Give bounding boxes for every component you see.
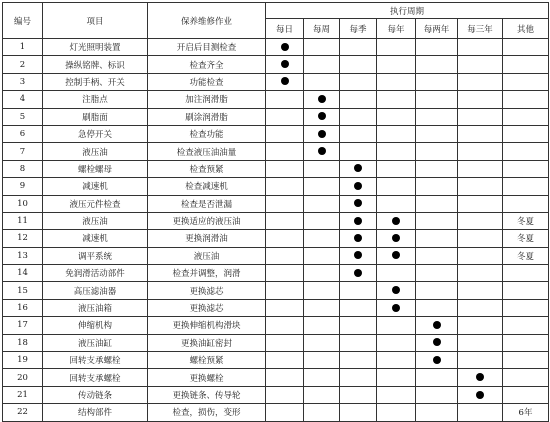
schedule-dot-icon — [392, 286, 400, 294]
table-row — [3, 352, 549, 369]
period-cell — [377, 212, 416, 229]
table-row — [3, 265, 549, 282]
header-work: 保养维修作业 — [148, 3, 266, 39]
period-cell — [340, 352, 377, 369]
row-item: 控制手柄、开关 — [43, 73, 148, 90]
period-cell — [304, 369, 340, 386]
row-item: 液压油 — [43, 212, 148, 229]
period-cell — [377, 352, 416, 369]
row-number: 19 — [3, 352, 43, 369]
row-other — [503, 160, 549, 177]
period-cell — [266, 56, 304, 73]
header-cycle: 执行周期 — [266, 3, 549, 19]
row-other — [503, 143, 549, 160]
period-cell — [416, 230, 458, 247]
row-other: 冬夏 — [503, 212, 549, 229]
table-row — [3, 73, 549, 90]
schedule-dot-icon — [476, 373, 484, 381]
row-other — [503, 195, 549, 212]
row-work: 更换滤芯 — [148, 282, 266, 299]
row-work: 更换适应的液压油 — [148, 212, 266, 229]
row-other — [503, 317, 549, 334]
period-cell — [266, 108, 304, 125]
schedule-dot-icon — [318, 130, 326, 138]
row-work: 检查并调整，润滑 — [148, 265, 266, 282]
row-work: 更换螺栓 — [148, 369, 266, 386]
period-cell — [416, 369, 458, 386]
period-cell — [458, 178, 503, 195]
period-cell — [266, 334, 304, 351]
period-cell — [458, 334, 503, 351]
period-cell — [304, 39, 340, 56]
period-cell — [304, 143, 340, 160]
row-work: 液压油 — [148, 247, 266, 264]
row-number: 18 — [3, 334, 43, 351]
header-period-weekly: 每周 — [304, 19, 340, 39]
period-cell — [340, 334, 377, 351]
row-item: 急停开关 — [43, 125, 148, 142]
period-cell — [266, 352, 304, 369]
period-cell — [458, 369, 503, 386]
period-cell — [377, 56, 416, 73]
schedule-dot-icon — [354, 269, 362, 277]
period-cell — [416, 56, 458, 73]
table-row — [3, 230, 549, 247]
row-work: 刷涂润滑脂 — [148, 108, 266, 125]
row-other — [503, 334, 549, 351]
period-cell — [304, 56, 340, 73]
period-cell — [340, 143, 377, 160]
period-cell — [458, 265, 503, 282]
row-item: 操纵铭牌、标识 — [43, 56, 148, 73]
row-number: 7 — [3, 143, 43, 160]
period-cell — [416, 160, 458, 177]
row-item: 注脂点 — [43, 91, 148, 108]
period-cell — [458, 143, 503, 160]
row-number: 2 — [3, 56, 43, 73]
period-cell — [377, 404, 416, 421]
period-cell — [340, 247, 377, 264]
period-cell — [458, 39, 503, 56]
period-cell — [304, 230, 340, 247]
row-number: 9 — [3, 178, 43, 195]
row-work: 功能检查 — [148, 73, 266, 90]
row-item: 减速机 — [43, 178, 148, 195]
period-cell — [377, 282, 416, 299]
schedule-dot-icon — [318, 112, 326, 120]
row-number: 5 — [3, 108, 43, 125]
row-work: 检查功能 — [148, 125, 266, 142]
row-item: 螺栓螺母 — [43, 160, 148, 177]
table-row — [3, 178, 549, 195]
period-cell — [304, 73, 340, 90]
period-cell — [416, 247, 458, 264]
header-period-yearly: 每年 — [377, 19, 416, 39]
header-period-other: 其他 — [503, 19, 549, 39]
row-number: 1 — [3, 39, 43, 56]
period-cell — [458, 230, 503, 247]
row-item: 结构部件 — [43, 404, 148, 421]
period-cell — [304, 317, 340, 334]
row-work: 加注润滑脂 — [148, 91, 266, 108]
table-row — [3, 91, 549, 108]
period-cell — [304, 352, 340, 369]
period-cell — [416, 178, 458, 195]
period-cell — [304, 178, 340, 195]
period-cell — [304, 282, 340, 299]
maintenance-schedule — [2, 2, 549, 422]
period-cell — [266, 247, 304, 264]
row-item: 减速机 — [43, 230, 148, 247]
maintenance-table — [2, 2, 549, 422]
row-item: 回转支承螺栓 — [43, 369, 148, 386]
period-cell — [377, 247, 416, 264]
row-work: 检查减速机 — [148, 178, 266, 195]
row-other — [503, 125, 549, 142]
period-cell — [458, 160, 503, 177]
period-cell — [340, 404, 377, 421]
row-other — [503, 282, 549, 299]
row-other — [503, 91, 549, 108]
table-row — [3, 282, 549, 299]
period-cell — [340, 56, 377, 73]
period-cell — [304, 125, 340, 142]
schedule-dot-icon — [392, 304, 400, 312]
period-cell — [458, 317, 503, 334]
period-cell — [266, 91, 304, 108]
period-cell — [458, 212, 503, 229]
header-period-quarterly: 每季 — [340, 19, 377, 39]
schedule-dot-icon — [392, 251, 400, 259]
period-cell — [304, 195, 340, 212]
period-cell — [416, 91, 458, 108]
table-row — [3, 143, 549, 160]
schedule-dot-icon — [392, 234, 400, 242]
row-other — [503, 178, 549, 195]
period-cell — [377, 230, 416, 247]
schedule-dot-icon — [433, 321, 441, 329]
row-other — [503, 39, 549, 56]
row-number: 6 — [3, 125, 43, 142]
row-other — [503, 386, 549, 403]
period-cell — [416, 143, 458, 160]
row-work: 检查是否泄漏 — [148, 195, 266, 212]
row-number: 14 — [3, 265, 43, 282]
period-cell — [458, 404, 503, 421]
period-cell — [340, 369, 377, 386]
period-cell — [304, 386, 340, 403]
row-number: 17 — [3, 317, 43, 334]
row-number: 16 — [3, 299, 43, 316]
period-cell — [458, 282, 503, 299]
row-number: 20 — [3, 369, 43, 386]
period-cell — [377, 299, 416, 316]
header-period-biennial: 每两年 — [416, 19, 458, 39]
table-row — [3, 125, 549, 142]
period-cell — [340, 39, 377, 56]
period-cell — [458, 125, 503, 142]
table-row — [3, 108, 549, 125]
period-cell — [458, 195, 503, 212]
row-work: 螺栓预紧 — [148, 352, 266, 369]
period-cell — [458, 56, 503, 73]
schedule-dot-icon — [433, 356, 441, 364]
row-item: 液压油缸 — [43, 334, 148, 351]
period-cell — [377, 39, 416, 56]
period-cell — [340, 108, 377, 125]
period-cell — [340, 282, 377, 299]
period-cell — [377, 143, 416, 160]
period-cell — [458, 108, 503, 125]
row-work: 检查预紧 — [148, 160, 266, 177]
period-cell — [416, 108, 458, 125]
period-cell — [416, 352, 458, 369]
period-cell — [416, 386, 458, 403]
row-work: 检查齐全 — [148, 56, 266, 73]
table-row — [3, 386, 549, 403]
schedule-dot-icon — [354, 234, 362, 242]
period-cell — [377, 178, 416, 195]
period-cell — [304, 108, 340, 125]
table-row — [3, 317, 549, 334]
table-row — [3, 369, 549, 386]
table-row — [3, 404, 549, 421]
period-cell — [377, 317, 416, 334]
row-other — [503, 108, 549, 125]
table-row — [3, 39, 549, 56]
table-row — [3, 247, 549, 264]
row-item: 刷脂面 — [43, 108, 148, 125]
row-item: 液压元件检查 — [43, 195, 148, 212]
period-cell — [416, 265, 458, 282]
table-row — [3, 195, 549, 212]
period-cell — [458, 247, 503, 264]
period-cell — [377, 160, 416, 177]
period-cell — [416, 125, 458, 142]
period-cell — [458, 73, 503, 90]
period-cell — [266, 230, 304, 247]
schedule-dot-icon — [354, 251, 362, 259]
row-work: 更换伸缩机构滑块 — [148, 317, 266, 334]
period-cell — [340, 230, 377, 247]
period-cell — [304, 160, 340, 177]
period-cell — [266, 73, 304, 90]
schedule-dot-icon — [281, 77, 289, 85]
period-cell — [458, 299, 503, 316]
period-cell — [266, 125, 304, 142]
schedule-dot-icon — [354, 164, 362, 172]
schedule-dot-icon — [476, 391, 484, 399]
period-cell — [340, 125, 377, 142]
period-cell — [266, 317, 304, 334]
row-work: 更换滤芯 — [148, 299, 266, 316]
row-work: 更换链条、传导轮 — [148, 386, 266, 403]
period-cell — [416, 404, 458, 421]
schedule-dot-icon — [354, 217, 362, 225]
row-number: 10 — [3, 195, 43, 212]
period-cell — [416, 39, 458, 56]
row-number: 15 — [3, 282, 43, 299]
schedule-dot-icon — [318, 95, 326, 103]
period-cell — [266, 39, 304, 56]
period-cell — [340, 195, 377, 212]
period-cell — [377, 108, 416, 125]
row-other: 冬夏 — [503, 247, 549, 264]
row-work: 更换油缸密封 — [148, 334, 266, 351]
header-period-triennial: 每三年 — [458, 19, 503, 39]
period-cell — [377, 125, 416, 142]
row-number: 12 — [3, 230, 43, 247]
period-cell — [304, 91, 340, 108]
row-other — [503, 369, 549, 386]
schedule-dot-icon — [354, 199, 362, 207]
period-cell — [377, 386, 416, 403]
header-item: 项目 — [43, 3, 148, 39]
period-cell — [377, 334, 416, 351]
period-cell — [377, 73, 416, 90]
row-number: 11 — [3, 212, 43, 229]
table-body — [3, 39, 549, 422]
period-cell — [266, 404, 304, 421]
period-cell — [377, 369, 416, 386]
row-work: 检查液压油油量 — [148, 143, 266, 160]
row-other — [503, 73, 549, 90]
row-number: 3 — [3, 73, 43, 90]
period-cell — [377, 265, 416, 282]
row-number: 8 — [3, 160, 43, 177]
row-item: 回转支承螺栓 — [43, 352, 148, 369]
period-cell — [340, 317, 377, 334]
row-other: 冬夏 — [503, 230, 549, 247]
period-cell — [266, 212, 304, 229]
row-item: 液压油 — [43, 143, 148, 160]
period-cell — [340, 386, 377, 403]
row-number: 13 — [3, 247, 43, 264]
period-cell — [416, 334, 458, 351]
row-other: 6年 — [503, 404, 549, 421]
period-cell — [416, 317, 458, 334]
period-cell — [266, 195, 304, 212]
schedule-dot-icon — [281, 43, 289, 51]
row-item: 传动链条 — [43, 386, 148, 403]
row-item: 高压滤油器 — [43, 282, 148, 299]
schedule-dot-icon — [281, 60, 289, 68]
period-cell — [304, 334, 340, 351]
period-cell — [266, 386, 304, 403]
period-cell — [416, 73, 458, 90]
period-cell — [458, 91, 503, 108]
row-other — [503, 56, 549, 73]
row-item: 液压油箱 — [43, 299, 148, 316]
row-work: 更换润滑油 — [148, 230, 266, 247]
row-item: 灯光照明装置 — [43, 39, 148, 56]
period-cell — [266, 178, 304, 195]
row-work: 检查，损伤，变形 — [148, 404, 266, 421]
period-cell — [340, 160, 377, 177]
table-row — [3, 212, 549, 229]
period-cell — [340, 178, 377, 195]
row-item: 伸缩机构 — [43, 317, 148, 334]
period-cell — [266, 160, 304, 177]
row-number: 4 — [3, 91, 43, 108]
period-cell — [458, 386, 503, 403]
period-cell — [304, 404, 340, 421]
period-cell — [340, 91, 377, 108]
period-cell — [304, 212, 340, 229]
row-other — [503, 352, 549, 369]
header-no: 编号 — [3, 3, 43, 39]
period-cell — [340, 265, 377, 282]
schedule-dot-icon — [433, 338, 441, 346]
table-row — [3, 56, 549, 73]
schedule-dot-icon — [354, 182, 362, 190]
schedule-dot-icon — [318, 147, 326, 155]
period-cell — [266, 282, 304, 299]
period-cell — [377, 91, 416, 108]
period-cell — [416, 282, 458, 299]
row-other — [503, 265, 549, 282]
row-other — [503, 299, 549, 316]
row-item: 免润滑活动部件 — [43, 265, 148, 282]
table-row — [3, 160, 549, 177]
period-cell — [416, 195, 458, 212]
row-number: 22 — [3, 404, 43, 421]
period-cell — [266, 369, 304, 386]
row-work: 开启后目测检查 — [148, 39, 266, 56]
period-cell — [416, 299, 458, 316]
period-cell — [340, 299, 377, 316]
period-cell — [266, 143, 304, 160]
period-cell — [304, 299, 340, 316]
table-row — [3, 334, 549, 351]
period-cell — [377, 195, 416, 212]
period-cell — [266, 299, 304, 316]
row-number: 21 — [3, 386, 43, 403]
period-cell — [304, 265, 340, 282]
period-cell — [416, 212, 458, 229]
period-cell — [340, 73, 377, 90]
period-cell — [458, 352, 503, 369]
table-row — [3, 299, 549, 316]
period-cell — [266, 265, 304, 282]
row-item: 调平系统 — [43, 247, 148, 264]
header-period-daily: 每日 — [266, 19, 304, 39]
schedule-dot-icon — [392, 217, 400, 225]
period-cell — [340, 212, 377, 229]
period-cell — [304, 247, 340, 264]
